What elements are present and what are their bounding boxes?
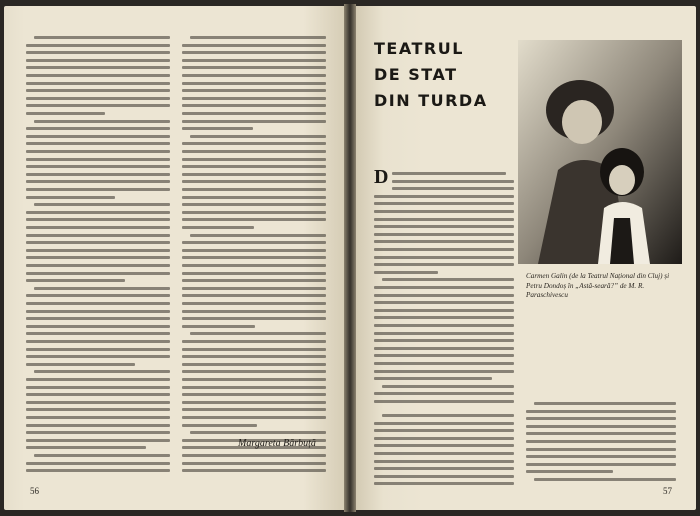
text-line — [182, 264, 326, 267]
text-line — [182, 294, 326, 297]
text-line — [26, 317, 170, 320]
text-line — [26, 310, 170, 313]
text-line — [182, 218, 326, 221]
text-line — [182, 325, 255, 328]
text-line — [182, 165, 326, 168]
page-number-left: 56 — [30, 486, 39, 496]
text-line — [182, 287, 326, 290]
text-line — [26, 272, 170, 275]
text-line — [392, 180, 514, 183]
text-line — [534, 478, 676, 481]
text-line — [182, 378, 326, 381]
text-line — [374, 377, 492, 380]
text-line — [26, 256, 170, 259]
right-page-lead-column — [374, 172, 514, 408]
headline-line-1: TEATRUL — [374, 39, 464, 58]
text-line — [26, 469, 170, 472]
text-line — [182, 302, 326, 305]
author-signature: Margareta Bărbuță — [238, 438, 316, 449]
text-line — [374, 210, 514, 213]
text-line — [26, 74, 170, 77]
text-line — [374, 271, 438, 274]
text-line — [374, 233, 514, 236]
text-line — [374, 240, 514, 243]
text-line — [526, 440, 676, 443]
text-line — [26, 363, 135, 366]
text-line — [26, 416, 170, 419]
text-line — [26, 66, 170, 69]
text-line — [182, 279, 326, 282]
text-line — [26, 294, 170, 297]
text-line — [26, 332, 170, 335]
text-line — [26, 378, 170, 381]
text-line — [26, 325, 170, 328]
text-line — [374, 248, 514, 251]
text-line — [26, 59, 170, 62]
text-line — [374, 422, 514, 425]
text-line — [26, 196, 115, 199]
text-line — [182, 393, 326, 396]
text-line — [182, 226, 254, 229]
text-line — [374, 225, 514, 228]
text-line — [182, 416, 326, 419]
text-line — [374, 316, 514, 319]
text-line — [182, 469, 326, 472]
text-line — [182, 370, 326, 373]
text-line — [374, 429, 514, 432]
text-line — [34, 203, 170, 206]
text-line — [190, 234, 326, 237]
text-line — [26, 211, 170, 214]
text-line — [374, 332, 514, 335]
right-page-text-column-2 — [526, 402, 676, 488]
text-line — [182, 241, 326, 244]
text-line — [182, 82, 326, 85]
text-line — [182, 249, 326, 252]
headline-line-3: DIN TURDA — [374, 91, 488, 110]
text-line — [374, 339, 514, 342]
text-line — [182, 120, 326, 123]
text-line — [374, 202, 514, 205]
text-line — [26, 180, 170, 183]
text-line — [26, 135, 170, 138]
text-line — [26, 302, 170, 305]
page-number-right: 57 — [663, 486, 672, 496]
text-line — [526, 417, 676, 420]
text-line — [26, 249, 170, 252]
text-line — [182, 44, 326, 47]
text-line — [526, 455, 676, 458]
text-line — [26, 150, 170, 153]
text-line — [26, 241, 170, 244]
text-line — [374, 195, 514, 198]
text-line — [182, 454, 326, 457]
text-line — [182, 310, 326, 313]
text-line — [526, 470, 613, 473]
text-line — [26, 401, 170, 404]
text-line — [182, 408, 326, 411]
text-line — [182, 150, 326, 153]
right-page-text-column-1 — [374, 414, 514, 488]
text-line — [182, 348, 326, 351]
text-line — [26, 173, 170, 176]
text-line — [374, 354, 514, 357]
text-line — [382, 278, 514, 281]
text-line — [26, 234, 170, 237]
text-line — [182, 51, 326, 54]
article-drop-cap: D — [374, 166, 389, 188]
text-line — [182, 462, 326, 465]
text-line — [26, 158, 170, 161]
text-line — [182, 66, 326, 69]
left-page — [4, 6, 344, 510]
text-line — [26, 279, 125, 282]
text-line — [26, 165, 170, 168]
text-line — [26, 340, 170, 343]
text-line — [382, 385, 514, 388]
text-line — [374, 301, 514, 304]
text-line — [190, 431, 326, 434]
text-line — [34, 370, 170, 373]
article-headline — [374, 36, 504, 114]
text-line — [34, 120, 170, 123]
text-line — [26, 408, 170, 411]
text-line — [526, 410, 676, 413]
text-line — [26, 386, 170, 389]
text-line — [374, 324, 514, 327]
text-line — [374, 467, 514, 470]
text-line — [182, 104, 326, 107]
text-line — [26, 431, 170, 434]
text-line — [182, 363, 326, 366]
text-line — [26, 51, 170, 54]
text-line — [182, 386, 326, 389]
text-line — [182, 272, 326, 275]
text-line — [374, 444, 514, 447]
text-line — [526, 463, 676, 466]
text-line — [374, 460, 514, 463]
text-line — [382, 414, 514, 417]
text-line — [374, 475, 514, 478]
text-line — [374, 452, 514, 455]
text-line — [182, 158, 326, 161]
text-line — [534, 402, 676, 405]
text-line — [374, 437, 514, 440]
text-line — [182, 74, 326, 77]
text-line — [190, 36, 326, 39]
text-line — [26, 188, 170, 191]
text-line — [182, 203, 326, 206]
text-line — [26, 348, 170, 351]
text-line — [374, 286, 514, 289]
text-line — [34, 36, 170, 39]
text-line — [182, 142, 326, 145]
text-line — [34, 454, 170, 457]
text-line — [182, 188, 326, 191]
text-line — [26, 226, 170, 229]
text-line — [182, 196, 326, 199]
text-line — [374, 482, 514, 485]
text-line — [182, 127, 253, 130]
text-line — [392, 187, 514, 190]
text-line — [374, 309, 514, 312]
text-line — [374, 400, 514, 403]
text-line — [526, 425, 676, 428]
text-line — [190, 332, 326, 335]
text-line — [26, 89, 170, 92]
text-line — [34, 287, 170, 290]
book-gutter — [344, 4, 356, 512]
photo-illustration — [518, 40, 682, 264]
text-line — [182, 97, 326, 100]
text-line — [374, 263, 514, 266]
text-line — [182, 89, 326, 92]
text-line — [374, 392, 514, 395]
left-page-text-column-2 — [182, 36, 326, 476]
article-photo — [518, 40, 682, 264]
text-line — [26, 44, 170, 47]
text-line — [26, 355, 170, 358]
text-line — [26, 264, 170, 267]
text-line — [26, 112, 105, 115]
text-line — [374, 294, 514, 297]
text-line — [392, 172, 506, 175]
text-line — [26, 104, 170, 107]
text-line — [374, 347, 514, 350]
text-line — [182, 173, 326, 176]
headline-line-2: DE STAT — [374, 65, 458, 84]
text-line — [182, 256, 326, 259]
text-line — [182, 317, 326, 320]
text-line — [26, 218, 170, 221]
text-line — [26, 82, 170, 85]
text-line — [182, 355, 326, 358]
text-line — [526, 432, 676, 435]
text-line — [374, 256, 514, 259]
text-line — [182, 211, 326, 214]
text-line — [26, 424, 170, 427]
text-line — [182, 59, 326, 62]
text-line — [26, 462, 170, 465]
text-line — [526, 448, 676, 451]
text-line — [26, 439, 170, 442]
right-page — [356, 6, 696, 510]
text-line — [26, 446, 146, 449]
text-line — [26, 142, 170, 145]
text-line — [182, 180, 326, 183]
text-line — [374, 370, 514, 373]
text-line — [374, 218, 514, 221]
text-line — [182, 401, 326, 404]
text-line — [26, 97, 170, 100]
text-line — [182, 112, 326, 115]
left-page-text-column-1 — [26, 36, 170, 476]
text-line — [26, 127, 170, 130]
text-line — [190, 135, 326, 138]
text-line — [26, 393, 170, 396]
text-line — [374, 362, 514, 365]
text-line — [182, 340, 326, 343]
text-line — [182, 424, 257, 427]
photo-caption: Carmen Galin (de la Teatrul Național din Cluj) și Petru Dondoș în „Astă-seară?” de M. R. Paraschivescu — [526, 272, 670, 299]
